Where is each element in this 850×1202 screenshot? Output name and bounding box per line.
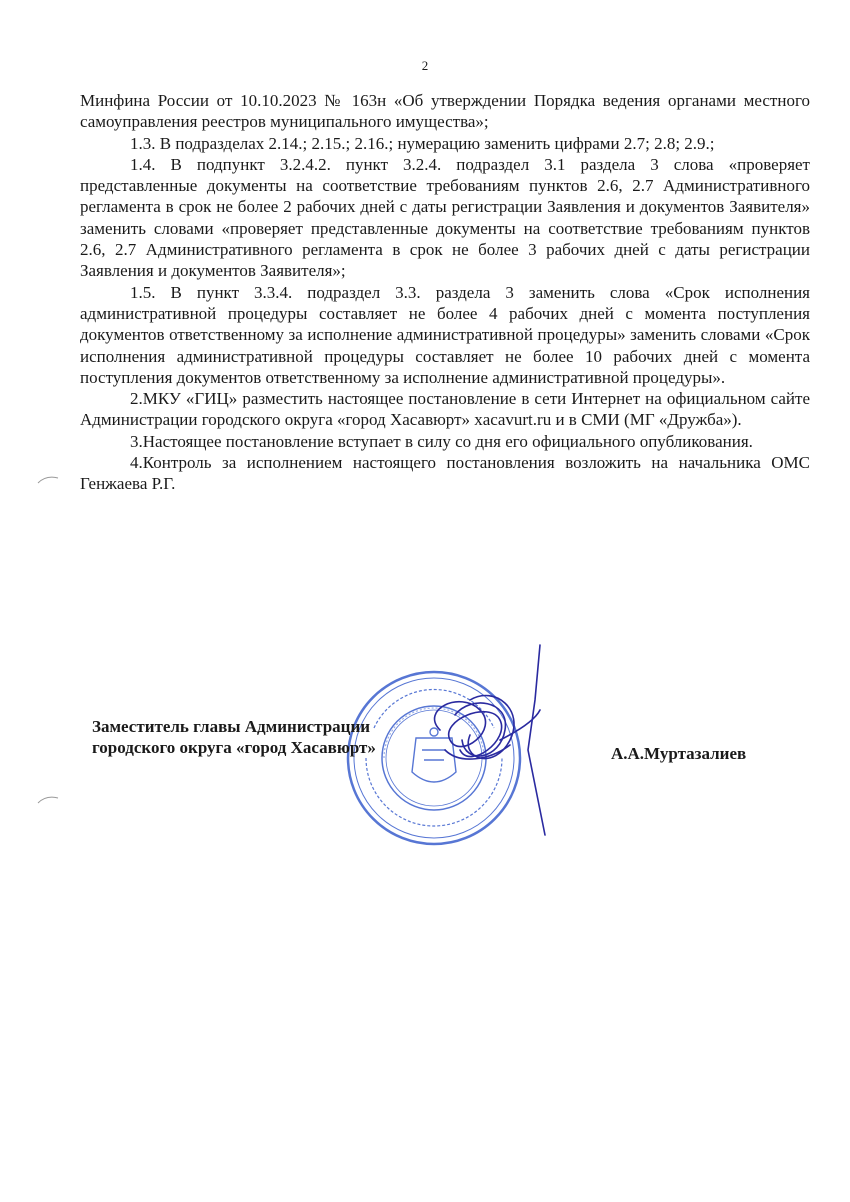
signatory-position bbox=[92, 716, 512, 758]
paragraph-2: 2.МКУ «ГИЦ» разместить настоящее постановление в сети Интернет на официальном сайте Администрации городского округа «город Хасавюрт» xacavurt.ru и в СМИ (МГ «Дружба»). bbox=[80, 389, 810, 430]
paragraph-1-5: 1.5. В пункт 3.3.4. подраздел 3.3. раздела 3 заменить слова «Срок исполнения административной процедуры составляет не более 4 рабочих дней с момента поступления документов ответственному за исполнение административной процедуры» заменить словами «Срок исполнения административной процедуры составляет не более 10 рабочих дней с момента поступления документов ответственному за исполнение административной процедуры». bbox=[80, 282, 810, 387]
document-body bbox=[80, 90, 810, 495]
margin-arc-icon bbox=[36, 794, 60, 804]
paragraph-continuation: Минфина России от 10.10.2023 № 163н «Об утверждении Порядка ведения органами местного самоуправления реестров муниципального имущества»; bbox=[80, 91, 810, 132]
position-line-2: городского округа «город Хасавюрт» bbox=[92, 738, 376, 757]
paragraph-4: 4.Контроль за исполнением настоящего постановления возложить на начальника ОМС Генжаева Р.Г. bbox=[80, 453, 810, 494]
margin-arc-icon bbox=[36, 474, 60, 484]
position-line-1: Заместитель главы Администрации bbox=[92, 717, 371, 736]
paragraph-1-3: 1.3. В подразделах 2.14.; 2.15.; 2.16.; нумерацию заменить цифрами 2.7; 2.8; 2.9.; bbox=[130, 133, 715, 153]
page-number: 2 bbox=[421, 58, 429, 73]
paragraph-1-4: 1.4. В подпункт 3.2.4.2. пункт 3.2.4. подраздел 3.1 раздела 3 слова «проверяет представленные документы на соответствие требованиям пунктов 2.6, 2.7 Административного регламента в срок не более 2 рабочих дней с даты регистрации Заявления и документов Заявителя» заменить словами «проверяет представленные документы на соответствие требованиям пунктов 2.6, 2.7 Административного регламента в срок не более 3 рабочих дней с даты регистрации Заявления и документов Заявителя»; bbox=[80, 154, 810, 281]
paragraph-3: 3.Настоящее постановление вступает в силу со дня его официального опубликования. bbox=[130, 431, 753, 451]
signatory-name: А.А.Муртазалиев bbox=[611, 744, 747, 763]
